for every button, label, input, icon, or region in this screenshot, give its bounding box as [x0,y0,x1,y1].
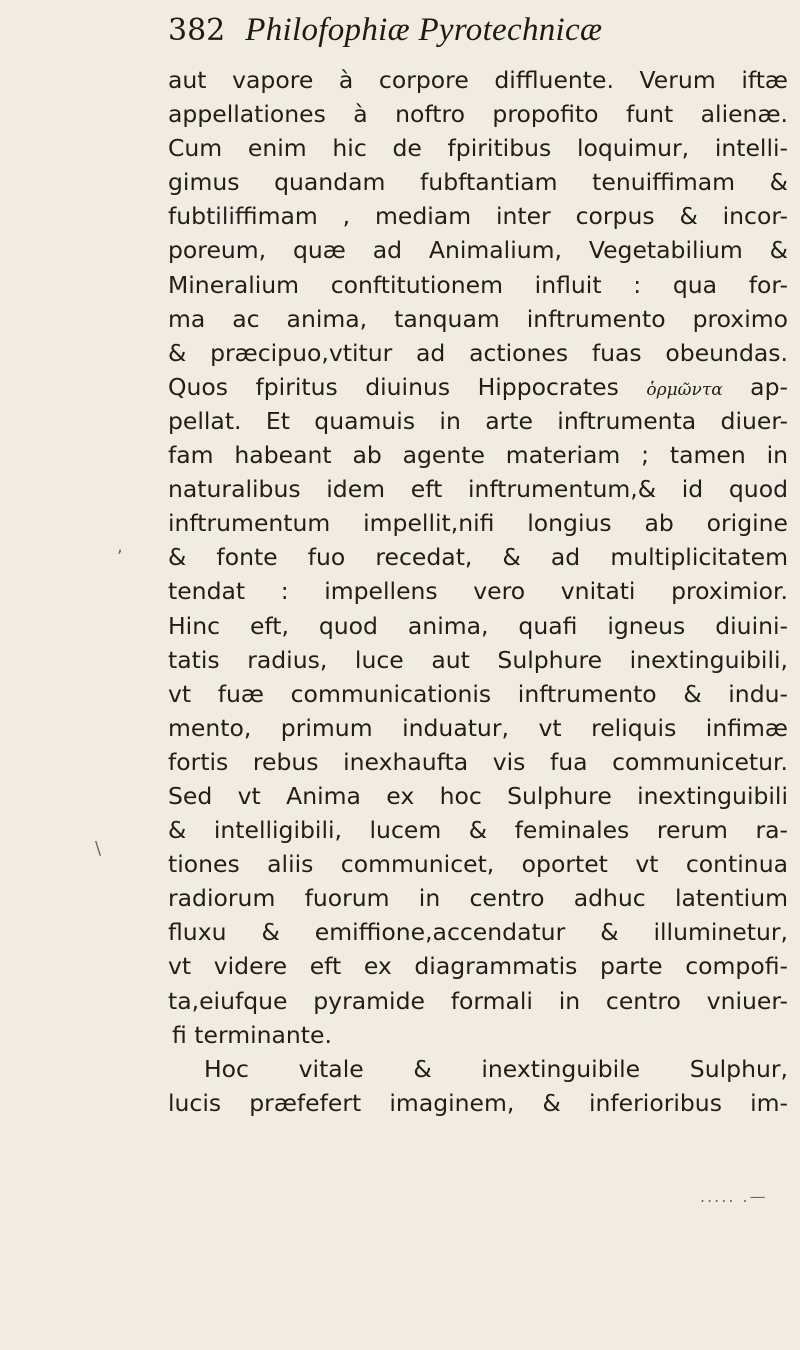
text-line: tatis radius, luce aut Sulphure inextinguibili, [168,645,788,674]
text-line: ma ac anima, tanquam inftrumento proximo [168,304,788,333]
text-line-with-greek [168,370,788,404]
text-line: radiorum fuorum in centro adhuc latentium [168,884,788,913]
text-line: fubtiliffimam , mediam inter corpus & incor- [168,202,788,231]
running-title: Philofophiæ Pyrotechnicæ [245,12,603,48]
greek-word: ὁρμῶντα [646,379,723,400]
text-line: pellat. Et quamuis in arte inftrumenta diuer- [168,406,788,435]
page-header [168,12,728,60]
body-text [168,63,788,1120]
text-line: tiones aliis communicet, oportet vt continua [168,850,788,879]
text-line: ta,eiufque pyramide formali in centro vniuer- [168,986,788,1015]
text-line-end: ap- [722,372,788,401]
text-line: naturalibus idem eft inftrumentum,& id quod [168,475,788,504]
text-line: Sed vt Anima ex hoc Sulphure inextinguibili [168,781,788,810]
text-line: lucis præfefert imaginem, & inferioribus im- [168,1088,788,1117]
text-line: tendat : impellens vero vnitati proximior. [168,577,788,606]
text-line: vt videre eft ex diagrammatis parte compofi- [168,952,788,981]
text-line: & præcipuo,vtitur ad actiones fuas obeundas. [168,338,788,367]
text-line: Mineralium conftitutionem influit : qua for- [168,270,788,299]
text-line: Hoc vitale & inextinguibile Sulphur, [204,1054,788,1083]
text-line: appellationes à noftro propofito funt alienæ. [168,100,788,129]
text-line: fi terminante. [172,1020,332,1049]
text-line: poreum, quæ ad Animalium, Vegetabilium & [168,236,788,265]
text-line: fam habeant ab agente materiam ; tamen in [168,441,788,470]
text-line: aut vapore à corpore diffluente. Verum iftæ [168,66,788,94]
text-line: fluxu & emiffione,accendatur & illuminetur, [168,918,788,947]
page-number: 382 [168,13,226,48]
text-line: gimus quandam fubftantiam tenuiffimam & [168,168,788,197]
text-line: Hinc eft, quod anima, quafi igneus diuini- [168,611,788,640]
text-line: Cum enim hic de fpiritibus loquimur, intelli- [168,134,788,163]
text-line-start: Quos fpiritus diuinus Hippocrates [168,372,647,401]
text-line: mento, primum induatur, vt reliquis infimæ [168,713,788,742]
catchword-mark: ..... .— [700,1187,768,1206]
text-line: vt fuæ communicationis inftrumento & indu- [168,679,788,708]
text-line: & intelligibili, lucem & feminales rerum ra- [168,816,788,845]
text-line: inftrumentum impellit,nifi longius ab origine [168,509,788,538]
margin-mark: \ [95,838,102,859]
text-line: & fonte fuo recedat, & ad multiplicitatem [168,543,788,572]
margin-mark: , [117,536,123,557]
text-line: fortis rebus inexhaufta vis fua communicetur. [168,747,788,776]
